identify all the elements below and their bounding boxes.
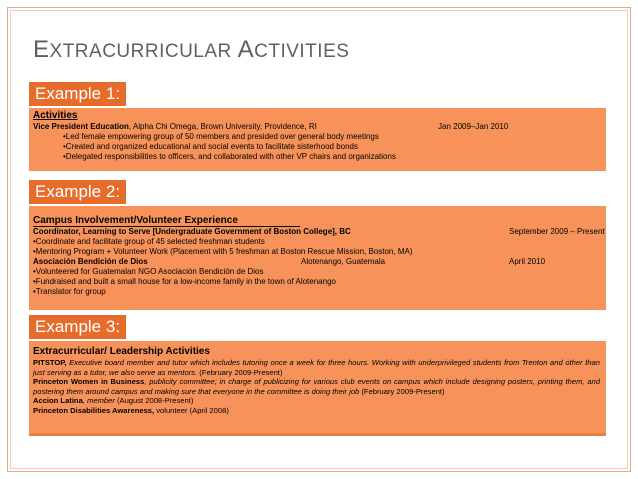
example-2-role-1: Coordinator, Learning to Serve [Undergraduate Government of Boston College], BC	[33, 227, 351, 236]
example-3-tab: Example 3:	[29, 315, 126, 339]
example-1-bullet: •Created and organized educational and social events to facilitate sisterhood bonds	[63, 142, 358, 151]
example-2-heading: Campus Involvement/Volunteer Experience	[33, 215, 300, 227]
example-2-tab: Example 2:	[29, 180, 126, 204]
entry-dates: (February 2009-Present)	[359, 386, 445, 396]
example-3-bottom-strip	[29, 433, 606, 436]
title-cap-1: E	[33, 36, 50, 63]
example-3-entry-pitstop	[33, 358, 600, 377]
example-2-bullet: •Fundraised and built a small house for a low-income family in the town of Alotenango	[33, 277, 336, 286]
example-2-role-2-row	[33, 257, 600, 267]
example-1-bullet: •Led female empowering group of 50 members and presided over general body meetings	[63, 132, 379, 141]
example-3-heading: Extracurricular/ Leadership Activities	[33, 346, 210, 357]
entry-description: , publicity committee; in charge of publicizing for various club events on campus which include designing posters, printing them, and postering them around campus and making sure that everyone in the committee is doing their job	[33, 377, 601, 396]
example-3-band	[29, 341, 606, 433]
example-1-role-org: , Alpha Chi Omega, Brown University, Providence, RI	[128, 122, 317, 131]
entry-dates: (August 2008-Present)	[114, 396, 194, 406]
slide-title	[33, 36, 349, 64]
example-1-bullet: •Delegated responsibilities to officers, and collaborated with other VP chairs and organizations	[63, 152, 396, 161]
example-2-bullet: •Translator for group	[33, 287, 106, 296]
entry-description: volunteer (April 2008)	[154, 405, 229, 415]
title-rest-1: XTRACURRICULAR	[49, 41, 232, 62]
example-1-role-row	[33, 122, 600, 132]
example-1-tab: Example 1:	[29, 82, 126, 106]
example-2-role-2: Asociación Bendición de Dios	[33, 257, 148, 266]
example-3-entry-disabilities-awareness	[33, 406, 600, 416]
example-1-band	[29, 108, 606, 171]
example-2-role-1-row	[33, 227, 605, 237]
title-cap-2: A	[237, 36, 255, 63]
example-3-entry-accion-latina	[33, 396, 600, 406]
example-2-dates-1: September 2009 – Present	[509, 227, 605, 236]
entry-name: Accion Latina	[33, 396, 83, 406]
example-1-heading: Activities	[33, 110, 78, 121]
example-2-bullet: •Volunteered for Guatemalan NGO Asociación Bendición de Dios	[33, 267, 264, 276]
entry-name: Princeton Women in Business	[33, 377, 145, 387]
example-2-dates-2: April 2010	[509, 257, 546, 266]
title-rest-2: CTIVITIES	[254, 41, 350, 62]
example-1-dates: Jan 2009–Jan 2010	[438, 122, 509, 131]
example-2-band	[29, 206, 606, 310]
example-2-bullet: •Coordinate and facilitate group of 45 selected freshman students	[33, 237, 265, 246]
entry-description: Executive board member and tutor which includes tutoring once a week for three hours. Working with underprivileged students from Trenton and other than just serving as a tutor, we also serve as mentors.	[33, 358, 600, 377]
example-3-entry-women-in-business	[33, 377, 600, 396]
example-2-bullet: •Mentoring Program + Volunteer Work (Placement with 5 freshman at Boston Rescue Mission, Boston, MA)	[33, 247, 413, 256]
example-1-role-title: Vice President Education	[33, 122, 129, 131]
entry-dates: (February 2009-Present)	[197, 367, 283, 377]
example-2-location-2: Alotenango, Guatemala	[301, 257, 386, 266]
entry-description: , member	[82, 396, 115, 406]
entry-name: PITSTOP,	[33, 358, 67, 367]
entry-name: Princeton Disabilities Awareness,	[33, 405, 155, 415]
